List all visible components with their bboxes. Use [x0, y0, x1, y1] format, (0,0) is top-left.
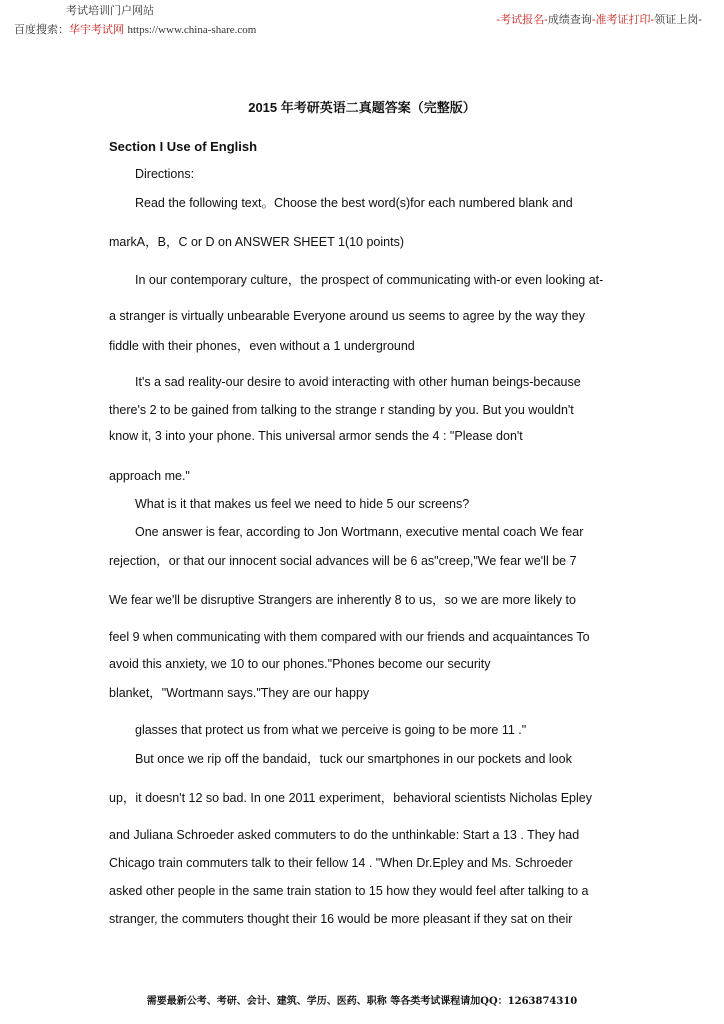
paragraph-line: glasses that protect us from what we perceive is going to be more 11 ." — [135, 723, 527, 737]
paragraph-line: fiddle with their phones，even without a 1 underground — [109, 339, 415, 353]
paragraph-line: It's a sad reality-our desire to avoid interacting with other human beings-because — [135, 375, 581, 389]
search-prefix: 百度搜索： — [14, 23, 69, 36]
paragraph-line: stranger, the commuters thought their 16 would be more pleasant if they sat on their — [109, 912, 573, 926]
site-name: 考试培训门户网站 — [66, 4, 154, 17]
header-links — [496, 11, 702, 27]
brand-link[interactable]: 华宇考试网 — [69, 23, 124, 36]
section-heading: Section I Use of English — [109, 139, 258, 154]
exam-registration-link[interactable]: -考试报名- — [496, 13, 548, 26]
score-query-link[interactable]: 成绩查询 — [547, 13, 592, 26]
paragraph-line: asked other people in the same train station to 15 how they would feel after talking to a — [109, 884, 589, 898]
header-search-line — [14, 21, 256, 37]
paragraph-line: blanket，"Wortmann says."They are our happy — [109, 686, 370, 700]
paragraph-line: a stranger is virtually unbearable Everyone around us seems to agree by the way they — [109, 309, 585, 323]
page-title: 2015 年考研英语二真题答案（完整版） — [248, 100, 476, 115]
paragraph-line: Directions: — [135, 167, 195, 181]
paragraph-line: In our contemporary culture，the prospect of communicating with-or even looking at- — [135, 273, 604, 287]
admission-ticket-link[interactable]: -准考证打印- — [591, 13, 655, 26]
paragraph-line: know it, 3 into your phone. This universal armor sends the 4 : "Please don't — [109, 429, 523, 443]
paragraph-line: What is it that makes us feel we need to hide 5 our screens? — [135, 497, 470, 511]
paragraph-line: One answer is fear, according to Jon Wortmann, executive mental coach We fear — [135, 525, 584, 539]
paragraph-line: Read the following text。Choose the best word(s)for each numbered blank and — [135, 196, 573, 210]
paragraph-line: markA，B，C or D on ANSWER SHEET 1(10 points) — [109, 235, 404, 249]
site-url[interactable]: https://www.china-share.com — [127, 24, 257, 36]
paragraph-line: Chicago train commuters talk to their fellow 14 . "When Dr.Epley and Ms. Schroeder — [109, 856, 573, 870]
paragraph-line: there's 2 to be gained from talking to the strange r standing by you. But you wouldn't — [109, 403, 574, 417]
paragraph-line: We fear we'll be disruptive Strangers are inherently 8 to us，so we are more likely to — [109, 593, 576, 607]
certificate-link[interactable]: 领证上岗- — [654, 13, 702, 26]
paragraph-line: But once we rip off the bandaid，tuck our smartphones in our pockets and look — [135, 752, 572, 766]
paragraph-line: and Juliana Schroeder asked commuters to do the unthinkable: Start a 13 . They had — [109, 828, 580, 842]
paragraph-line: approach me." — [109, 469, 190, 483]
footer-note: 需要最新公考、考研、会计、建筑、学历、医药、职称 等各类考试课程请加QQ：1263874310 — [146, 996, 578, 1007]
paragraph-line: feel 9 when communicating with them compared with our friends and acquaintances To — [109, 630, 590, 644]
paragraph-line: rejection，or that our innocent social advances will be 6 as"creep,"We fear we'll be 7 — [109, 554, 577, 568]
paragraph-line: up，it doesn't 12 so bad. In one 2011 experiment，behavioral scientists Nicholas Epley — [109, 791, 592, 805]
paragraph-line: avoid this anxiety, we 10 to our phones."Phones become our security — [109, 657, 491, 671]
